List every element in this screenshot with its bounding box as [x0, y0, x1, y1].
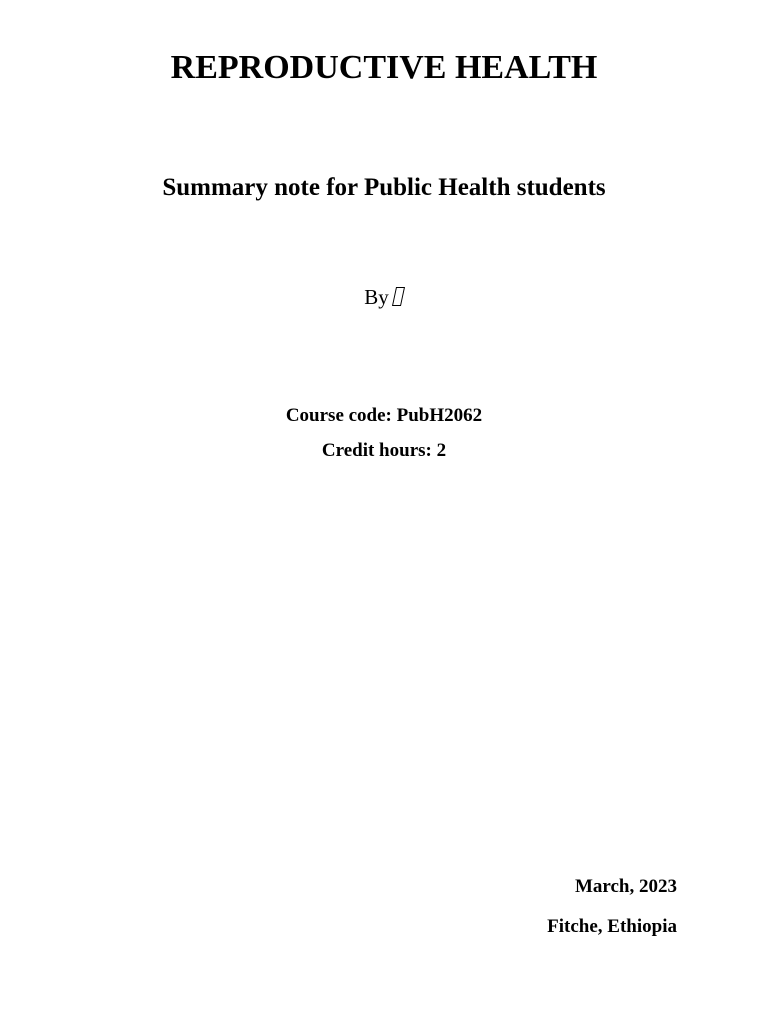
- document-subtitle: Summary note for Public Health students: [162, 174, 606, 201]
- credit-hours: Credit hours: 2: [321, 440, 447, 461]
- document-title: REPRODUCTIVE HEALTH: [170, 49, 598, 86]
- document-location: Fitche, Ethiopia: [547, 916, 677, 937]
- missing-glyph-icon: [391, 287, 404, 307]
- author-byline: [0, 287, 768, 308]
- document-date: March, 2023: [574, 876, 677, 897]
- course-code: Course code: PubH2062: [285, 405, 483, 426]
- byline-label: By: [364, 285, 389, 309]
